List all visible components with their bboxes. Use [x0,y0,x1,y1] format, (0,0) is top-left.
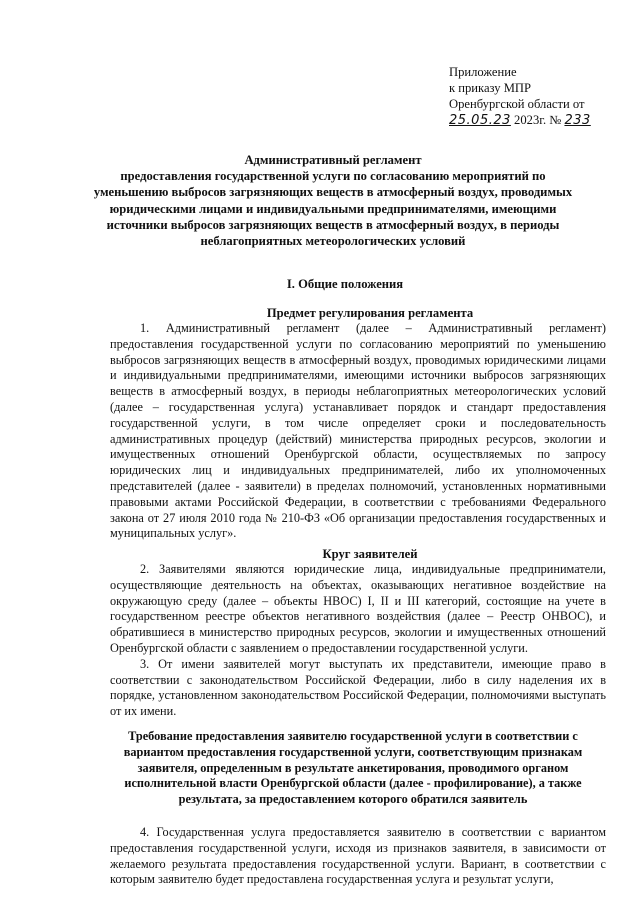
handwritten-date: 25.05.23 [449,113,511,128]
appendix-year: 2023г. № [514,113,562,127]
paragraph-4 [110,825,606,888]
requirement-heading: Требование предоставления заявителю государственной услуги в соответствии с вариантом предоставления государственной услуги, соответствующим признакам заявителя, определенным в результате анкетирования, проводимого органом исполнительной власти Оренбургской области (далее - профилирование), а также результата, за предоставлением которого обратился заявитель [123,729,583,807]
title-line-1: Административный регламент [244,153,422,167]
title-body: предоставления государственной услуги по согласованию мероприятий по уменьшению выбросов загрязняющих веществ в атмосферный воздух, проводимых юридическими лицами и индивидуальными предпринимателями, имеющими источники выбросов загрязняющих веществ в атмосферный воздух, в периоды неблагоприятных метеорологических условий [93,169,573,249]
appendix-date-line [449,112,619,129]
handwritten-number: 233 [564,113,591,128]
paragraph-1 [110,321,606,542]
paragraph-2-text: 2. Заявителями являются юридические лица, индивидуальные предприниматели, осуществляющие деятельность на объектах, оказывающих негативное воздействие на окружающую среду (далее – объекты НВОС) I, II и III категорий, состоящие на учете в государственном реестре объектов негативного воздействия (далее – Реестр ОНВОС), и обратившиеся в министерство природных ресурсов, экологии и имущественных отношений Оренбургской области с заявлением о предоставлении государственной услуги. [110,562,606,655]
paragraph-2-3 [110,562,606,720]
paragraph-4-text: 4. Государственная услуга предоставляется заявителю в соответствии с вариантом предоставления государственной услуги, исходя из признаков заявителя, в зависимости от желаемого результата предоставления государственной услуги. Вариант, в соответствии с которым заявителю будет предоставлена государственная услуга и результат услуги, [110,825,606,887]
paragraph-1-text: 1. Административный регламент (далее – Административный регламент) предоставления государственной услуги по согласованию мероприятий по уменьшению выбросов загрязняющих веществ в атмосферный воздух, проводимых юридическими лицами и индивидуальными предпринимателями, имеющими источники выбросов загрязняющих веществ в атмосферный воздух, в периоды неблагоприятных метеорологических условий (далее – государственная услуга) устанавливает порядок и стандарт предоставления государственной услуги, в том числе определяет сроки и последовательность административных процедур (действий) министерства природных ресурсов, экологии и имущественных отношений Оренбургской области, осуществляемых по запросу юридических лиц и индивидуальных предпринимателей, либо их уполномоченных представителей (далее - заявители) в пределах полномочий, установленных нормативными правовыми актами Российской Федерации, в соответствии с требованиями Федерального закона от 27 июля 2010 года № 210-ФЗ «Об организации предоставления государственных и муниципальных услуг». [110,321,606,541]
subheading-subject: Предмет регулирования регламента [266,306,474,320]
appendix-line-3: Оренбургской области от [449,97,585,111]
section-heading-general: I. Общие положения [286,277,404,291]
document-title [90,152,576,249]
appendix-block [449,64,619,129]
paragraph-3-text: 3. От имени заявителей могут выступать их представители, имеющие право в соответствии с законодательством Российской Федерации, либо в силу наделения их в порядке, установленном законодательством Российской Федерации, полномочиями выступать от их имени. [110,656,606,719]
appendix-line-1: Приложение [449,65,517,79]
subheading-applicants: Круг заявителей [322,547,418,561]
appendix-line-2: к приказу МПР [449,81,532,95]
